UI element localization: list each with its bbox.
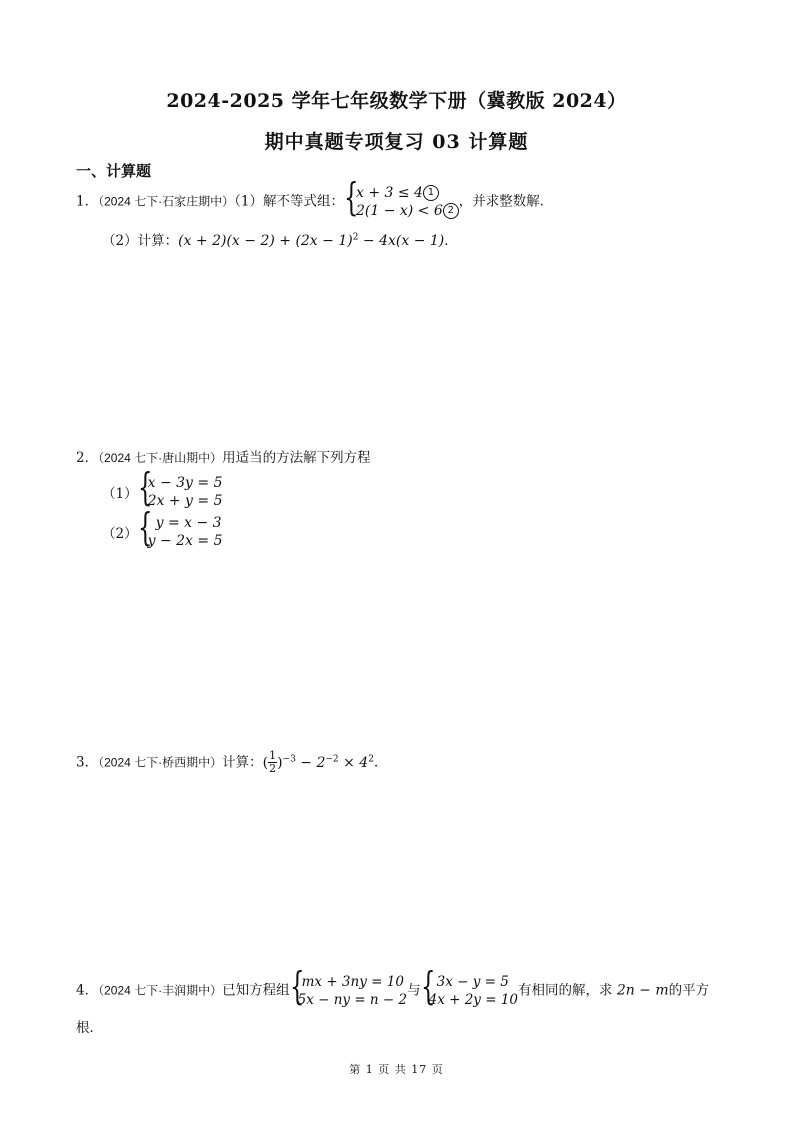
system-row: x − 3y = 5: [147, 475, 223, 491]
question-2-part-1: [102, 465, 223, 510]
question-1-part-1: [76, 175, 554, 220]
question-4: [76, 964, 710, 1009]
system-row: y − 2x = 5: [147, 533, 223, 549]
system-row: y = x − 3: [155, 515, 222, 531]
question-text: ，并求整数解．: [458, 193, 554, 210]
math-expression: $(x + 2)(x - 2) + (2x - 1)^2 - 4x(x - 1)$: [178, 232, 445, 249]
question-1-part-2: （2）计算：$(x + 2)(x - 2) + (2x - 1)^2 - 4x(x - 1)$．: [102, 232, 458, 249]
math-expression: 2n − m: [616, 982, 669, 999]
inequality-system: { x + 3 ≤ 4 1 2(1 − x) < 6 2: [344, 184, 459, 220]
page-subtitle: 期中真题专项复习 03 计算题: [264, 131, 529, 153]
page-footer: 第 1 页 共 17 页: [349, 1063, 444, 1076]
question-text: 的平方: [668, 982, 710, 999]
system-row: 2x + y = 5: [147, 493, 223, 509]
system-row: x + 3 ≤ 4: [355, 185, 423, 201]
question-text: 有相同的解，求: [518, 982, 617, 999]
page-title: 2024-2025 学年七年级数学下册（冀教版 2024）: [166, 90, 627, 112]
question-source: （2024 七下·丰润期中）: [98, 983, 223, 998]
equation-system: { x − 3y = 5 2x + y = 5: [137, 465, 223, 509]
section-heading: 一、计算题: [76, 162, 152, 180]
question-number: 4．: [76, 982, 99, 999]
circled-number: 1: [423, 185, 439, 201]
system-row: 2(1 − x) < 6: [355, 203, 443, 219]
question-text: 计算：: [222, 754, 263, 771]
system-row: mx + 3ny = 10: [301, 974, 404, 990]
question-number: 1．: [76, 193, 99, 210]
question-text: （2）计算：: [102, 233, 179, 249]
question-text: （1）解不等式组：: [234, 193, 344, 210]
question-source: （2024 七下·石家庄期中）: [98, 194, 235, 209]
question-source: （2024 七下·唐山期中）: [98, 451, 223, 465]
question-2: [76, 446, 371, 466]
math-expression: ( $\frac{1}{2}$ )$^{-3} - 2^{-2} \times 4^2$: [262, 749, 374, 775]
question-text: 用适当的方法解下列方程: [222, 450, 371, 466]
circled-number: 2: [443, 203, 459, 219]
question-text: 已知方程组: [222, 982, 290, 999]
equation-system: { 3x − y = 5 4x + 2y = 10: [420, 964, 519, 1008]
system-row: 3x − y = 5: [436, 974, 509, 990]
system-row: 5x − ny = n − 2: [297, 992, 408, 1008]
system-row: 4x + 2y = 10: [428, 992, 519, 1008]
question-4-continuation: 根．: [76, 1020, 103, 1036]
fraction: $\frac{1}{2}$: [269, 749, 277, 775]
question-number: 3．: [76, 754, 99, 771]
equation-system: { y = x − 3 y − 2x = 5: [137, 505, 223, 549]
question-source: （2024 七下·桥西期中）: [98, 755, 223, 770]
part-label: （2）: [102, 526, 138, 542]
equation-system: { mx + 3ny = 10 5x − ny = n − 2: [289, 964, 408, 1008]
part-label: （1）: [102, 486, 138, 502]
question-2-part-2: [102, 505, 223, 550]
question-text: 与: [407, 982, 421, 999]
question-number: 2．: [76, 450, 99, 466]
question-3: 3．（2024 七下·桥西期中）计算：( $\frac{1}{2}$ )$^{-3} - 2^{-2} \times 4^2$．: [76, 749, 388, 775]
